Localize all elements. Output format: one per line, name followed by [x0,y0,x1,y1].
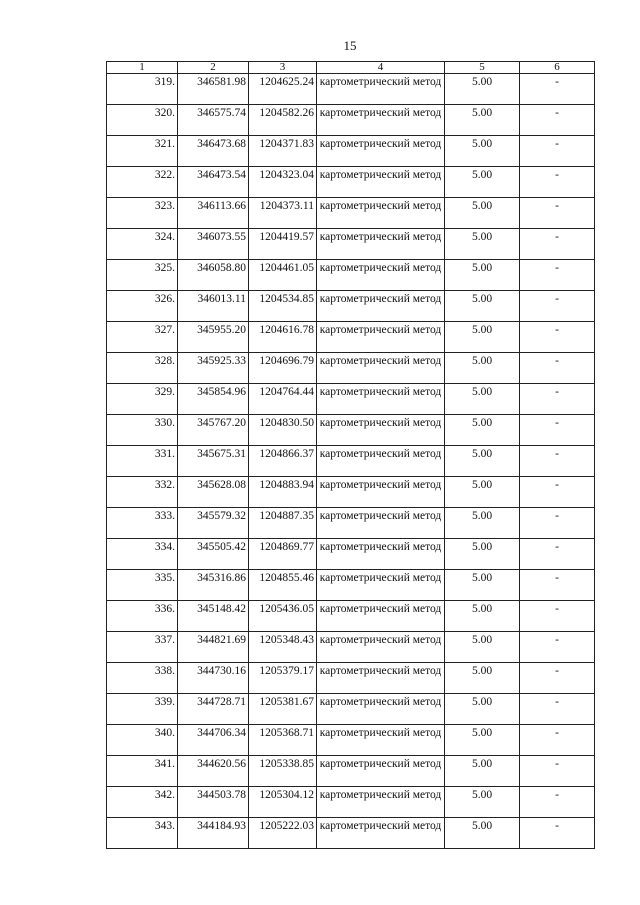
point-number-cell: 342. [107,787,178,818]
y-coordinate-cell: 1204616.78 [249,322,317,353]
column-header-4: 4 [317,62,445,74]
method-cell: картометрический метод [317,725,445,756]
accuracy-cell: 5.00 [445,322,520,353]
y-coordinate-cell: 1204855.46 [249,570,317,601]
method-cell: картометрический метод [317,415,445,446]
note-cell: - [520,415,595,446]
accuracy-cell: 5.00 [445,570,520,601]
method-cell: картометрический метод [317,818,445,849]
method-cell: картометрический метод [317,694,445,725]
point-number-cell: 343. [107,818,178,849]
note-cell: - [520,74,595,105]
point-number-cell: 334. [107,539,178,570]
column-header-6: 6 [520,62,595,74]
method-cell: картометрический метод [317,384,445,415]
method-cell: картометрический метод [317,260,445,291]
x-coordinate-cell: 345316.86 [178,570,249,601]
accuracy-cell: 5.00 [445,725,520,756]
point-number-cell: 340. [107,725,178,756]
y-coordinate-cell: 1204625.24 [249,74,317,105]
x-coordinate-cell: 346113.66 [178,198,249,229]
column-header-1: 1 [107,62,178,74]
table-row [107,291,595,322]
accuracy-cell: 5.00 [445,632,520,663]
point-number-cell: 328. [107,353,178,384]
x-coordinate-cell: 344706.34 [178,725,249,756]
accuracy-cell: 5.00 [445,260,520,291]
column-header-2: 2 [178,62,249,74]
point-number-cell: 324. [107,229,178,260]
x-coordinate-cell: 346473.54 [178,167,249,198]
table-row [107,446,595,477]
table-row [107,601,595,632]
point-number-cell: 321. [107,136,178,167]
point-number-cell: 322. [107,167,178,198]
method-cell: картометрический метод [317,601,445,632]
table-row [107,74,595,105]
method-cell: картометрический метод [317,508,445,539]
note-cell: - [520,167,595,198]
note-cell: - [520,198,595,229]
x-coordinate-cell: 345675.31 [178,446,249,477]
note-cell: - [520,477,595,508]
table-row [107,105,595,136]
x-coordinate-cell: 345628.08 [178,477,249,508]
note-cell: - [520,663,595,694]
x-coordinate-cell: 345854.96 [178,384,249,415]
point-number-cell: 326. [107,291,178,322]
x-coordinate-cell: 345505.42 [178,539,249,570]
note-cell: - [520,818,595,849]
method-cell: картометрический метод [317,353,445,384]
accuracy-cell: 5.00 [445,415,520,446]
y-coordinate-cell: 1204371.83 [249,136,317,167]
table-row [107,322,595,353]
point-number-cell: 332. [107,477,178,508]
y-coordinate-cell: 1204373.11 [249,198,317,229]
table-row [107,508,595,539]
x-coordinate-cell: 344620.56 [178,756,249,787]
note-cell: - [520,384,595,415]
coordinates-table [106,61,595,849]
y-coordinate-cell: 1204883.94 [249,477,317,508]
point-number-cell: 327. [107,322,178,353]
note-cell: - [520,787,595,818]
y-coordinate-cell: 1204323.04 [249,167,317,198]
point-number-cell: 335. [107,570,178,601]
table-header-row [107,62,595,74]
table-row [107,570,595,601]
y-coordinate-cell: 1204461.05 [249,260,317,291]
note-cell: - [520,601,595,632]
accuracy-cell: 5.00 [445,663,520,694]
point-number-cell: 338. [107,663,178,694]
y-coordinate-cell: 1205436.05 [249,601,317,632]
table-row [107,353,595,384]
method-cell: картометрический метод [317,570,445,601]
accuracy-cell: 5.00 [445,167,520,198]
note-cell: - [520,725,595,756]
table-row [107,725,595,756]
method-cell: картометрический метод [317,198,445,229]
table-row [107,415,595,446]
point-number-cell: 337. [107,632,178,663]
accuracy-cell: 5.00 [445,539,520,570]
point-number-cell: 319. [107,74,178,105]
x-coordinate-cell: 346581.98 [178,74,249,105]
method-cell: картометрический метод [317,663,445,694]
point-number-cell: 339. [107,694,178,725]
y-coordinate-cell: 1204696.79 [249,353,317,384]
x-coordinate-cell: 344503.78 [178,787,249,818]
table-row [107,136,595,167]
point-number-cell: 323. [107,198,178,229]
x-coordinate-cell: 344730.16 [178,663,249,694]
accuracy-cell: 5.00 [445,353,520,384]
y-coordinate-cell: 1204830.50 [249,415,317,446]
accuracy-cell: 5.00 [445,756,520,787]
accuracy-cell: 5.00 [445,74,520,105]
x-coordinate-cell: 345148.42 [178,601,249,632]
table-row [107,663,595,694]
method-cell: картометрический метод [317,756,445,787]
table-row [107,787,595,818]
x-coordinate-cell: 344821.69 [178,632,249,663]
note-cell: - [520,508,595,539]
x-coordinate-cell: 346073.55 [178,229,249,260]
x-coordinate-cell: 346013.11 [178,291,249,322]
point-number-cell: 331. [107,446,178,477]
table-row [107,539,595,570]
accuracy-cell: 5.00 [445,105,520,136]
method-cell: картометрический метод [317,632,445,663]
table-row [107,694,595,725]
accuracy-cell: 5.00 [445,384,520,415]
accuracy-cell: 5.00 [445,136,520,167]
note-cell: - [520,570,595,601]
method-cell: картометрический метод [317,74,445,105]
method-cell: картометрический метод [317,136,445,167]
accuracy-cell: 5.00 [445,818,520,849]
y-coordinate-cell: 1205368.71 [249,725,317,756]
method-cell: картометрический метод [317,539,445,570]
x-coordinate-cell: 344184.93 [178,818,249,849]
y-coordinate-cell: 1204869.77 [249,539,317,570]
accuracy-cell: 5.00 [445,508,520,539]
note-cell: - [520,322,595,353]
method-cell: картометрический метод [317,787,445,818]
y-coordinate-cell: 1204419.57 [249,229,317,260]
y-coordinate-cell: 1205381.67 [249,694,317,725]
note-cell: - [520,539,595,570]
table-row [107,818,595,849]
y-coordinate-cell: 1205222.03 [249,818,317,849]
accuracy-cell: 5.00 [445,787,520,818]
column-header-3: 3 [249,62,317,74]
point-number-cell: 333. [107,508,178,539]
accuracy-cell: 5.00 [445,601,520,632]
x-coordinate-cell: 345925.33 [178,353,249,384]
note-cell: - [520,446,595,477]
point-number-cell: 341. [107,756,178,787]
accuracy-cell: 5.00 [445,198,520,229]
column-header-5: 5 [445,62,520,74]
accuracy-cell: 5.00 [445,291,520,322]
point-number-cell: 330. [107,415,178,446]
y-coordinate-cell: 1204582.26 [249,105,317,136]
table-body [107,74,595,849]
note-cell: - [520,632,595,663]
method-cell: картометрический метод [317,477,445,508]
x-coordinate-cell: 345579.32 [178,508,249,539]
y-coordinate-cell: 1204764.44 [249,384,317,415]
x-coordinate-cell: 346575.74 [178,105,249,136]
method-cell: картометрический метод [317,167,445,198]
note-cell: - [520,353,595,384]
table-row [107,198,595,229]
table-row [107,167,595,198]
note-cell: - [520,105,595,136]
y-coordinate-cell: 1204866.37 [249,446,317,477]
y-coordinate-cell: 1205348.43 [249,632,317,663]
method-cell: картометрический метод [317,105,445,136]
table-row [107,384,595,415]
note-cell: - [520,229,595,260]
accuracy-cell: 5.00 [445,446,520,477]
y-coordinate-cell: 1205379.17 [249,663,317,694]
accuracy-cell: 5.00 [445,694,520,725]
y-coordinate-cell: 1205304.12 [249,787,317,818]
x-coordinate-cell: 344728.71 [178,694,249,725]
x-coordinate-cell: 346473.68 [178,136,249,167]
y-coordinate-cell: 1204534.85 [249,291,317,322]
point-number-cell: 329. [107,384,178,415]
note-cell: - [520,260,595,291]
accuracy-cell: 5.00 [445,229,520,260]
x-coordinate-cell: 345767.20 [178,415,249,446]
table-row [107,756,595,787]
method-cell: картометрический метод [317,446,445,477]
point-number-cell: 320. [107,105,178,136]
point-number-cell: 325. [107,260,178,291]
y-coordinate-cell: 1205338.85 [249,756,317,787]
table-row [107,477,595,508]
table-row [107,632,595,663]
note-cell: - [520,136,595,167]
note-cell: - [520,694,595,725]
table-row [107,229,595,260]
method-cell: картометрический метод [317,291,445,322]
accuracy-cell: 5.00 [445,477,520,508]
method-cell: картометрический метод [317,229,445,260]
method-cell: картометрический метод [317,322,445,353]
y-coordinate-cell: 1204887.35 [249,508,317,539]
note-cell: - [520,756,595,787]
point-number-cell: 336. [107,601,178,632]
table-row [107,260,595,291]
x-coordinate-cell: 345955.20 [178,322,249,353]
x-coordinate-cell: 346058.80 [178,260,249,291]
page-number: 15 [343,38,357,53]
note-cell: - [520,291,595,322]
